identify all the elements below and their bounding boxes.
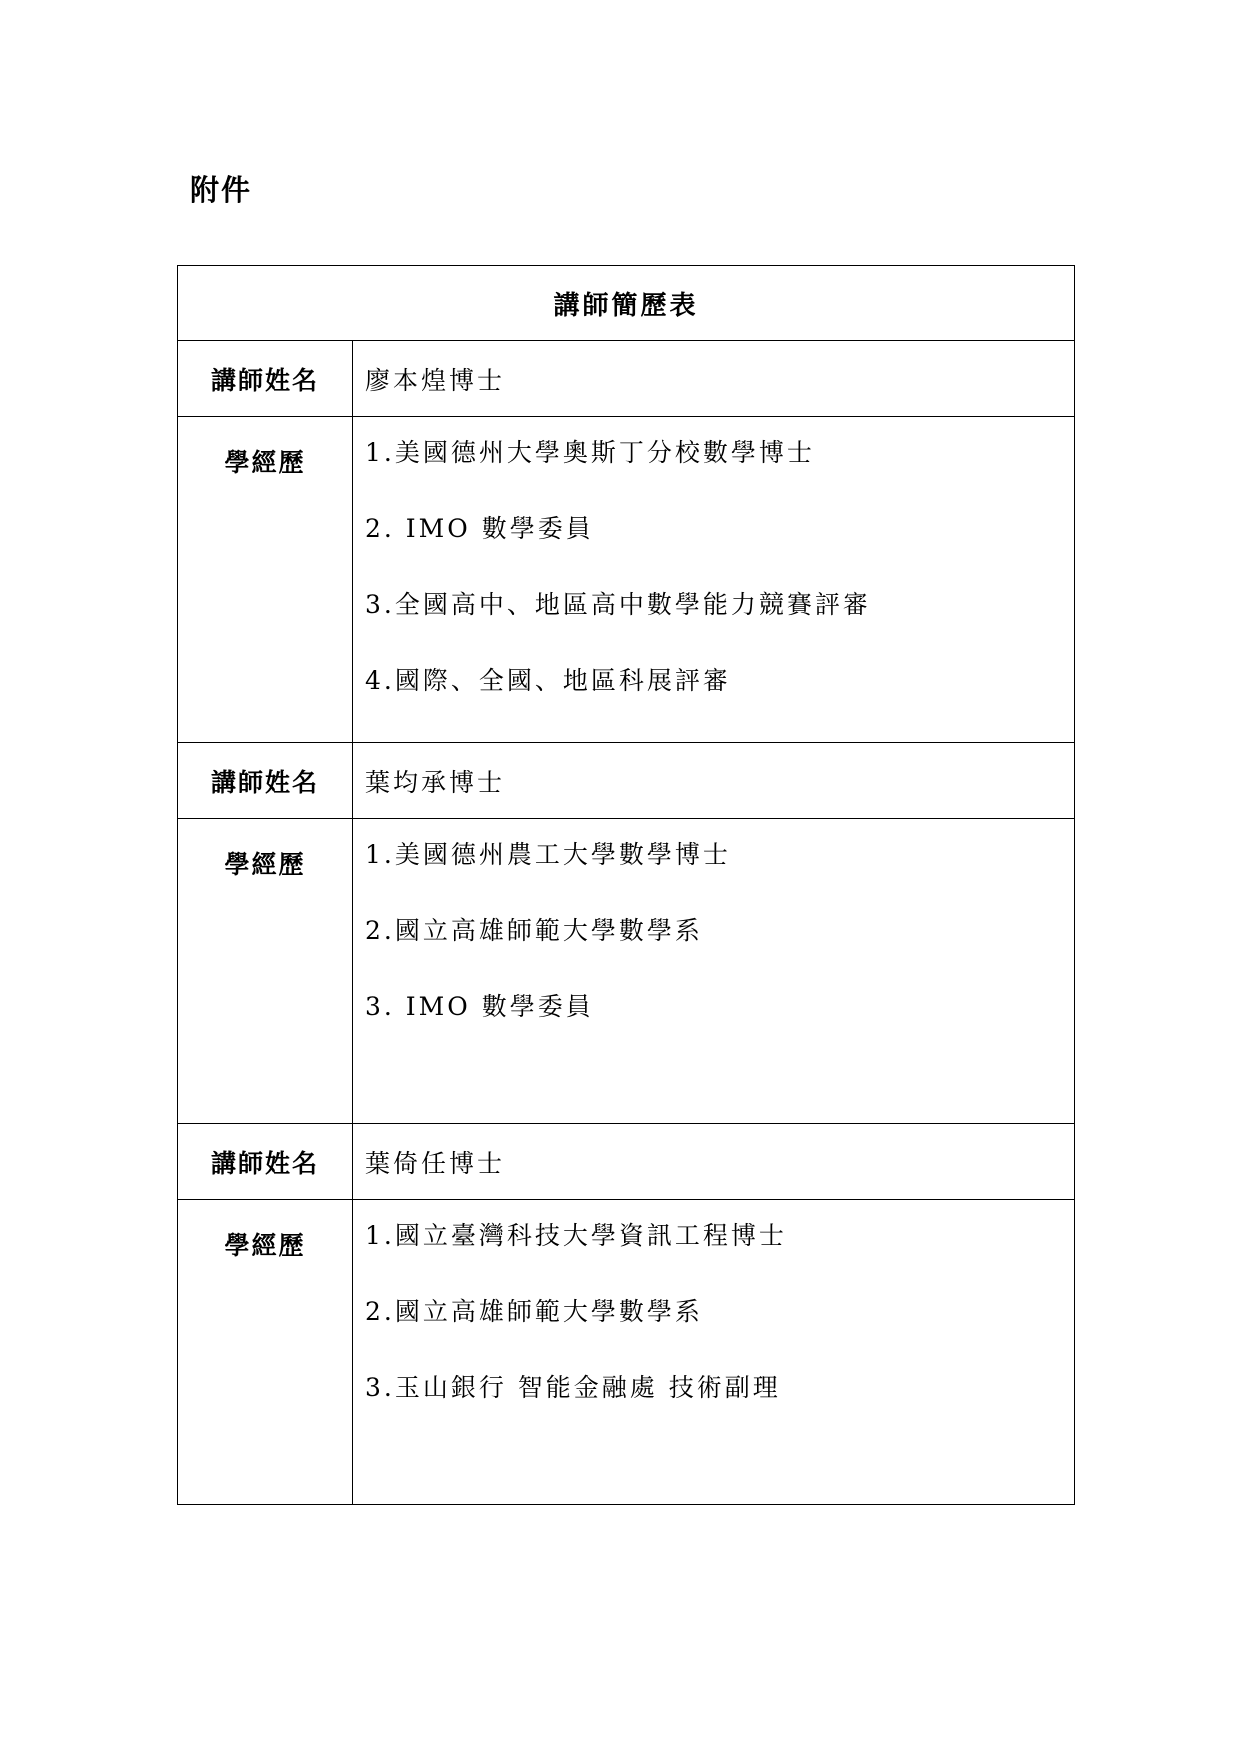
- lecturer-2-experience: [353, 819, 1075, 1124]
- lecturer-2-name-row: [178, 743, 1075, 819]
- experience-item: 1.美國德州農工大學數學博士: [365, 840, 731, 869]
- lecturer-3-name: 葉倚任博士: [353, 1124, 1075, 1200]
- table-title: 講師簡歷表: [178, 266, 1075, 341]
- experience-item: 2.國立高雄師範大學數學系: [365, 916, 703, 945]
- attachment-label: 附件: [190, 173, 253, 207]
- experience-label: 學經歷: [178, 819, 353, 1124]
- lecturer-1-name: 廖本煌博士: [353, 341, 1075, 417]
- lecturer-1-name-row: [178, 341, 1075, 417]
- experience-item: 3. IMO 數學委員: [365, 992, 594, 1021]
- experience-item: 3.全國高中、地區高中數學能力競賽評審: [365, 590, 871, 619]
- experience-label: 學經歷: [178, 417, 353, 743]
- lecturer-3-experience: [353, 1200, 1075, 1505]
- experience-item: 1.美國德州大學奧斯丁分校數學博士: [365, 438, 815, 467]
- lecturer-2-name: 葉均承博士: [353, 743, 1075, 819]
- lecturer-1-experience: [353, 417, 1075, 743]
- experience-label: 學經歷: [178, 1200, 353, 1505]
- experience-item: 3.玉山銀行 智能金融處 技術副理: [365, 1373, 781, 1402]
- lecturer-3-name-row: [178, 1124, 1075, 1200]
- lecturer-1-experience-row: [178, 417, 1075, 743]
- experience-item: 2. IMO 數學委員: [365, 514, 594, 543]
- lecturer-name-label: 講師姓名: [178, 1124, 353, 1200]
- experience-item: 1.國立臺灣科技大學資訊工程博士: [365, 1221, 787, 1250]
- lecturer-2-experience-row: [178, 819, 1075, 1124]
- experience-item: 2.國立高雄師範大學數學系: [365, 1297, 703, 1326]
- lecturer-name-label: 講師姓名: [178, 743, 353, 819]
- table-title-row: [178, 266, 1075, 341]
- lecturer-name-label: 講師姓名: [178, 341, 353, 417]
- experience-item: 4.國際、全國、地區科展評審: [365, 666, 731, 695]
- lecturer-cv-table: [177, 265, 1075, 1505]
- lecturer-3-experience-row: [178, 1200, 1075, 1505]
